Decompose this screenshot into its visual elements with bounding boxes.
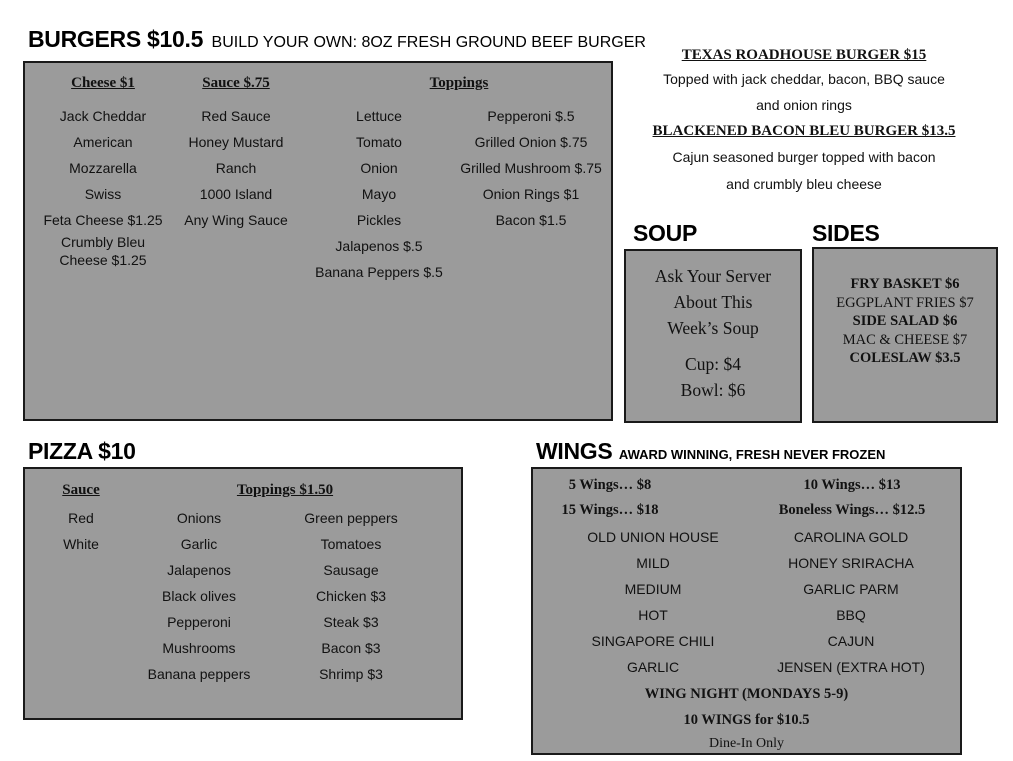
toppings-heading: Toppings <box>429 75 489 91</box>
wing-flavor: OLD UNION HOUSE <box>587 529 719 545</box>
pizza-topping-item: Pepperoni <box>167 614 231 630</box>
wing-flavor: CAROLINA GOLD <box>793 529 909 545</box>
pizza-topping-item: Green peppers <box>304 510 398 526</box>
side-item: COLESLAW $3.5 <box>849 350 961 366</box>
sides-title: SIDES <box>812 220 880 246</box>
wing-flavor: BBQ <box>836 607 866 623</box>
sides-panel <box>812 247 998 423</box>
pizza-topping-item: Steak $3 <box>323 614 379 630</box>
topping-item: Grilled Mushroom $.75 <box>460 160 602 176</box>
sauce-item: Ranch <box>215 160 257 176</box>
side-item: SIDE SALAD $6 <box>852 313 958 329</box>
wings-title: WINGS <box>536 438 613 464</box>
burgers-panel <box>23 61 613 421</box>
cheese-item: Jack Cheddar <box>59 108 147 124</box>
featured-desc: Cajun seasoned burger topped with bacon <box>672 149 936 165</box>
cheese-column <box>33 73 173 269</box>
pizza-topping-item: Banana peppers <box>147 666 251 682</box>
sauce-item: Red Sauce <box>201 108 271 124</box>
cheese-item: Mozzarella <box>69 160 137 176</box>
topping-item: Mayo <box>361 186 397 202</box>
cheese-item: Swiss <box>84 186 122 202</box>
wing-price: 15 Wings… $18 <box>561 502 659 518</box>
topping-item: Banana Peppers $.5 <box>315 264 443 280</box>
topping-item: Bacon $1.5 <box>495 212 567 228</box>
wing-flavor: GARLIC <box>626 659 680 675</box>
topping-item: Lettuce <box>356 108 402 124</box>
cheese-item: Feta Cheese $1.25 <box>43 212 163 228</box>
pizza-toppings-heading: Toppings $1.50 <box>236 482 334 498</box>
burgers-header <box>28 26 646 53</box>
sauce-heading: Sauce $.75 <box>202 75 270 91</box>
wing-flavor: SINGAPORE CHILI <box>591 633 715 649</box>
sauce-column <box>173 73 299 233</box>
pizza-toppings-left-column <box>129 505 269 687</box>
wings-header <box>536 438 885 465</box>
topping-item: Onion <box>360 160 398 176</box>
burgers-subtitle: BUILD YOUR OWN: 8OZ FRESH GROUND BEEF BURGER <box>211 34 646 51</box>
wing-prices-left <box>535 473 685 523</box>
wing-flavor: MILD <box>636 555 670 571</box>
toppings-right-column <box>453 103 609 233</box>
side-item: EGGPLANT FRIES $7 <box>836 294 974 311</box>
featured-desc: and onion rings <box>756 97 852 113</box>
pizza-panel <box>23 467 463 720</box>
burgers-title: BURGERS $10.5 <box>28 26 204 52</box>
topping-item: Pepperoni $.5 <box>487 108 575 124</box>
wing-flavor: GARLIC PARM <box>803 581 899 597</box>
soup-line: Ask Your Server <box>654 266 772 286</box>
pizza-sauce-column <box>39 477 123 557</box>
pizza-topping-item: Bacon $3 <box>321 640 381 656</box>
dine-in-note: Dine-In Only <box>708 736 785 751</box>
wing-price: Boneless Wings… $12.5 <box>778 502 926 518</box>
wing-flavor: CAJUN <box>827 633 875 649</box>
pizza-topping-item: Jalapenos <box>167 562 231 578</box>
wings-panel <box>531 467 962 755</box>
pizza-sauce-item: Red <box>68 510 94 526</box>
sauce-item: 1000 Island <box>199 186 273 202</box>
wing-flavor: MEDIUM <box>624 581 682 597</box>
wing-price: 10 Wings… $13 <box>803 477 901 493</box>
side-item: MAC & CHEESE $7 <box>842 331 968 348</box>
topping-item: Onion Rings $1 <box>482 186 580 202</box>
wing-flavors-right <box>755 524 947 680</box>
cheese-item: Crumbly Bleu <box>60 234 146 250</box>
pizza-topping-item: Sausage <box>323 562 379 578</box>
topping-item: Pickles <box>356 212 402 228</box>
cheese-heading: Cheese $1 <box>71 75 135 91</box>
cheese-item: American <box>73 134 133 150</box>
topping-item: Grilled Onion $.75 <box>474 134 588 150</box>
topping-item: Jalapenos $.5 <box>335 238 423 254</box>
pizza-topping-item: Shrimp $3 <box>319 666 383 682</box>
pizza-sauce-heading: Sauce <box>62 482 100 498</box>
wing-flavor: HONEY SRIRACHA <box>788 555 914 571</box>
pizza-topping-item: Chicken $3 <box>315 588 387 604</box>
soup-title: SOUP <box>633 220 697 246</box>
pizza-title: PIZZA $10 <box>28 438 136 464</box>
soup-panel <box>624 249 802 423</box>
topping-item: Tomato <box>356 134 402 150</box>
wing-flavor: JENSEN (EXTRA HOT) <box>777 659 925 675</box>
soup-price: Bowl: $6 <box>680 380 746 400</box>
pizza-topping-item: Tomatoes <box>320 536 382 552</box>
pizza-toppings-right-column <box>281 505 421 687</box>
pizza-sauce-item: White <box>63 536 99 552</box>
wing-prices-right <box>747 473 957 523</box>
featured-desc: Topped with jack cheddar, bacon, BBQ sauce <box>663 71 945 87</box>
soup-price: Cup: $4 <box>685 354 741 374</box>
toppings-left-column <box>299 103 459 285</box>
featured-burgers <box>622 44 986 198</box>
wings-subtitle: AWARD WINNING, FRESH NEVER FROZEN <box>618 447 886 462</box>
wing-flavors-left <box>563 524 743 680</box>
sauce-item: Any Wing Sauce <box>184 212 288 228</box>
featured-desc: and crumbly bleu cheese <box>726 176 882 192</box>
sauce-item: Honey Mustard <box>188 134 284 150</box>
featured-title: BLACKENED BACON BLEU BURGER $13.5 <box>652 123 956 139</box>
wing-night-price: 10 WINGS for $10.5 <box>683 712 810 728</box>
soup-line: Week’s Soup <box>667 318 759 338</box>
featured-title: TEXAS ROADHOUSE BURGER $15 <box>681 47 927 63</box>
pizza-topping-item: Mushrooms <box>162 640 236 656</box>
pizza-topping-item: Garlic <box>180 536 218 552</box>
side-item: FRY BASKET $6 <box>850 276 960 292</box>
wing-night-special: WING NIGHT (MONDAYS 5-9) <box>644 686 849 702</box>
pizza-topping-item: Onions <box>176 510 222 526</box>
wing-price: 5 Wings… $8 <box>568 477 652 493</box>
pizza-topping-item: Black olives <box>162 588 236 604</box>
cheese-item: Cheese $1.25 <box>59 252 147 268</box>
wing-specials <box>533 681 960 755</box>
wing-flavor: HOT <box>638 607 668 623</box>
soup-line: About This <box>673 292 753 312</box>
